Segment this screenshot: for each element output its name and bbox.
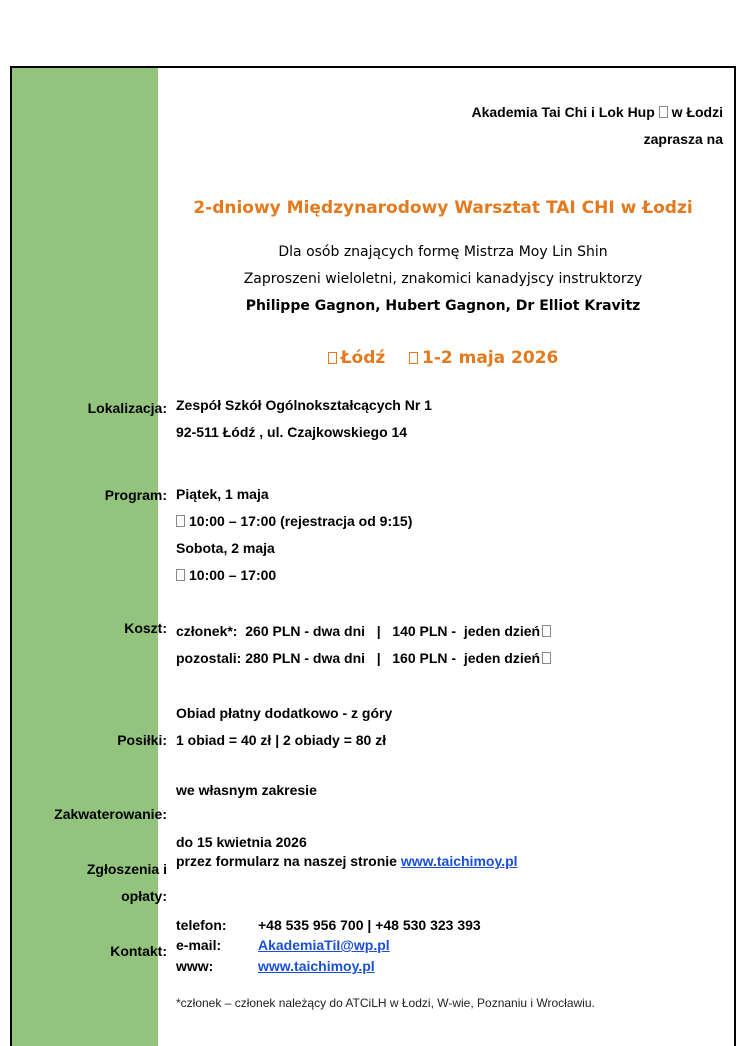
registration-deadline: do 15 kwietnia 2026: [176, 834, 307, 850]
day-2-time-text: 10:00 – 17:00: [189, 567, 277, 583]
contact-phone-label: telefon:: [176, 917, 227, 933]
program-day-1: Piątek, 1 maja: [176, 486, 269, 502]
meals-line-1: Obiad płatny dodatkowo - z góry: [176, 705, 393, 721]
cost-others: [176, 650, 555, 666]
registration-via: [176, 853, 518, 869]
clock-icon: [176, 515, 185, 527]
clock-icon: [176, 569, 185, 581]
accommodation-text: we własnym zakresie: [176, 782, 317, 798]
calendar-icon: [409, 352, 418, 364]
program-day-1-time: [176, 513, 412, 529]
location-line-1: Zespół Szkół Ogólnokształcących Nr 1: [176, 397, 432, 413]
registration-label-2: opłaty:: [121, 888, 167, 904]
program-day-2-time: [176, 567, 276, 583]
instructors: Philippe Gagnon, Hubert Gagnon, Dr Elliot Kravitz: [245, 298, 641, 314]
contact-label: Kontakt:: [110, 943, 167, 959]
day-1-time-text: 10:00 – 17:00 (rejestracja od 9:15): [189, 513, 413, 529]
website-link[interactable]: www.taichimoy.pl: [400, 853, 518, 869]
program-label: Program:: [104, 487, 167, 503]
contact-www-link[interactable]: www.taichimoy.pl: [258, 958, 375, 974]
meals-label: Posiłki:: [117, 732, 167, 748]
location-line-2: 92-511 Łódź , ul. Czajkowskiego 14: [176, 424, 408, 440]
event-title: 2-dniowy Międzynarodowy Warsztat TAI CHI w Łodzi: [193, 198, 693, 218]
program-day-2: Sobota, 2 maja: [176, 540, 275, 556]
org-header: [471, 104, 723, 120]
missing-glyph-icon: [542, 625, 551, 637]
invites-text: zaprasza na: [643, 131, 723, 147]
meals-line-2: 1 obiad = 40 zł | 2 obiady = 80 zł: [176, 732, 387, 748]
contact-phone: +48 535 956 700 | +48 530 323 393: [258, 917, 481, 933]
org-city: w Łodzi: [671, 104, 723, 120]
event-city: Łódź: [340, 348, 386, 368]
event-subtitle-1: Dla osób znających formę Mistrza Moy Lin Shin: [278, 244, 608, 260]
registration-via-text: przez formularz na naszej stronie: [176, 853, 397, 869]
event-place-date: [158, 348, 728, 368]
cost-others-text: pozostali: 280 PLN - dwa dni | 160 PLN - jeden dzień: [176, 650, 541, 666]
cost-label: Koszt:: [124, 620, 167, 636]
contact-www-label: www:: [176, 958, 214, 974]
missing-glyph-icon: [542, 652, 551, 664]
footnote: *członek – członek należący do ATCiLH w Łodzi, W-wie, Poznaniu i Wrocławiu.: [176, 996, 595, 1010]
contact-email-label: e-mail:: [176, 937, 222, 953]
location-icon: [328, 352, 337, 364]
cost-member: [176, 623, 555, 639]
missing-glyph-icon: [659, 106, 668, 118]
location-label: Lokalizacja:: [87, 400, 167, 416]
cost-member-text: członek*: 260 PLN - dwa dni | 140 PLN - jeden dzień: [176, 623, 541, 639]
registration-label-1: Zgłoszenia i: [86, 861, 167, 877]
event-subtitle-2: Zaproszeni wieloletni, znakomici kanadyjscy instruktorzy: [243, 271, 643, 287]
contact-email-link[interactable]: AkademiaTiI@wp.pl: [258, 937, 390, 953]
org-name: Akademia Tai Chi i Lok Hup: [471, 104, 655, 120]
accommodation-label: Zakwaterowanie:: [54, 806, 167, 822]
event-dates: 1-2 maja 2026: [422, 348, 559, 368]
